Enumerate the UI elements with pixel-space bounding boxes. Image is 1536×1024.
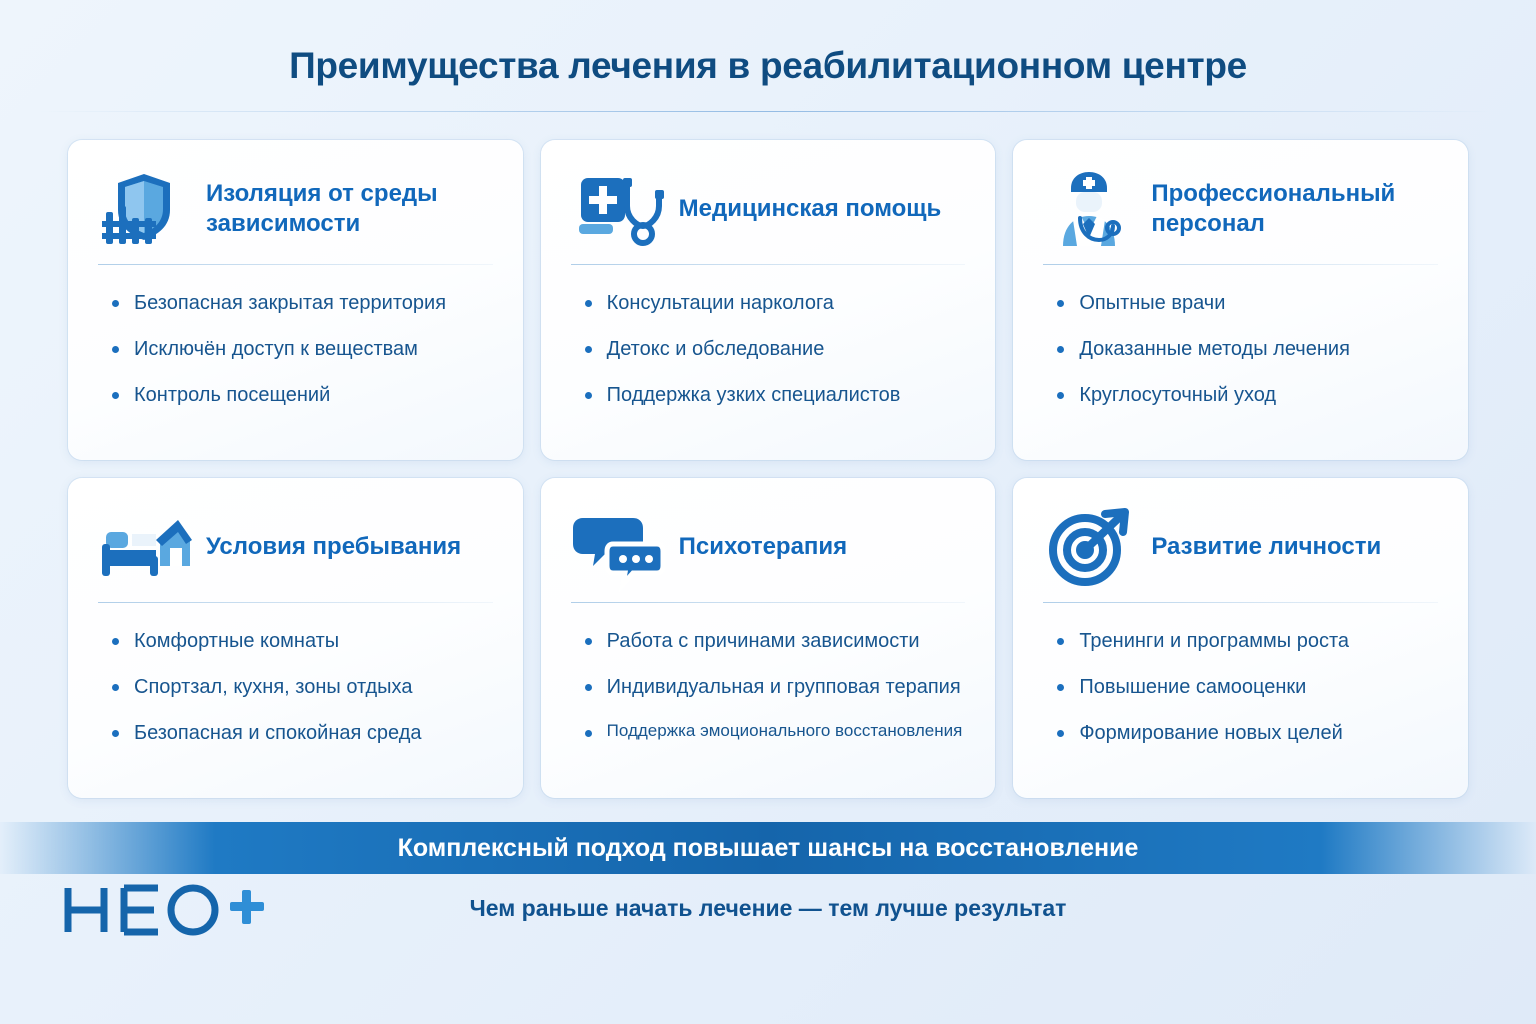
banner-text: Комплексный подход повышает шансы на восстановление	[397, 833, 1139, 862]
bed-house-icon	[98, 504, 190, 590]
brand-logo	[58, 880, 268, 944]
card-bullet-list	[1043, 291, 1438, 407]
card-header	[1043, 166, 1438, 252]
list-item: Безопасная и спокойная среда	[112, 721, 493, 745]
list-item: Комфортные комнаты	[112, 629, 493, 653]
benefit-card-isolation	[68, 140, 523, 460]
benefit-card-psychotherapy	[541, 478, 996, 798]
list-item: Поддержка эмоционального восстановления	[585, 721, 966, 741]
card-header	[98, 166, 493, 252]
card-title: Изоляция от среды зависимости	[206, 180, 438, 237]
list-item: Опытные врачи	[1057, 291, 1438, 315]
benefit-card-personal-growth	[1013, 478, 1468, 798]
list-item: Тренинги и программы роста	[1057, 629, 1438, 653]
card-bullet-list	[1043, 629, 1438, 745]
list-item: Круглосуточный уход	[1057, 383, 1438, 407]
target-arrow-icon	[1043, 504, 1135, 590]
card-bullet-list	[571, 291, 966, 407]
card-divider	[571, 602, 966, 603]
list-item: Повышение самооценки	[1057, 675, 1438, 699]
card-header	[1043, 504, 1438, 590]
medical-kit-stethoscope-icon	[571, 166, 663, 252]
benefit-card-staff	[1013, 140, 1468, 460]
benefit-card-medical-help	[541, 140, 996, 460]
card-divider	[1043, 264, 1438, 265]
list-item: Доказанные методы лечения	[1057, 337, 1438, 361]
shield-fence-icon	[98, 166, 190, 252]
card-title: Медицинская помощь	[678, 195, 942, 223]
card-header	[571, 504, 966, 590]
card-title: Развитие личности	[1151, 533, 1382, 561]
list-item: Детокс и обследование	[585, 337, 966, 361]
footer-subnote: Чем раньше начать лечение — тем лучше результат	[469, 895, 1067, 921]
card-divider	[1043, 602, 1438, 603]
card-bullet-list	[98, 629, 493, 745]
list-item: Работа с причинами зависимости	[585, 629, 966, 653]
card-divider	[98, 602, 493, 603]
card-bullet-list	[98, 291, 493, 407]
benefits-grid	[68, 140, 1468, 798]
benefit-card-accommodation	[68, 478, 523, 798]
page-title: Преимущества лечения в реабилитационном центре	[289, 45, 1247, 86]
footer-banner	[0, 822, 1536, 874]
title-divider	[38, 111, 1498, 112]
card-header	[571, 166, 966, 252]
list-item: Формирование новых целей	[1057, 721, 1438, 745]
list-item: Безопасная закрытая территория	[112, 291, 493, 315]
list-item: Исключён доступ к веществам	[112, 337, 493, 361]
card-header	[98, 504, 493, 590]
card-title: Условия пребывания	[206, 533, 462, 561]
list-item: Спортзал, кухня, зоны отдыха	[112, 675, 493, 699]
card-title: Профессиональный персонал	[1151, 180, 1396, 237]
list-item: Консультации нарколога	[585, 291, 966, 315]
list-item: Контроль посещений	[112, 383, 493, 407]
doctor-icon	[1043, 166, 1135, 252]
card-bullet-list	[571, 629, 966, 741]
card-divider	[98, 264, 493, 265]
card-divider	[571, 264, 966, 265]
list-item: Индивидуальная и групповая терапия	[585, 675, 966, 699]
speech-bubbles-icon	[571, 504, 663, 590]
card-title: Психотерапия	[678, 533, 848, 561]
list-item: Поддержка узких специалистов	[585, 383, 966, 407]
